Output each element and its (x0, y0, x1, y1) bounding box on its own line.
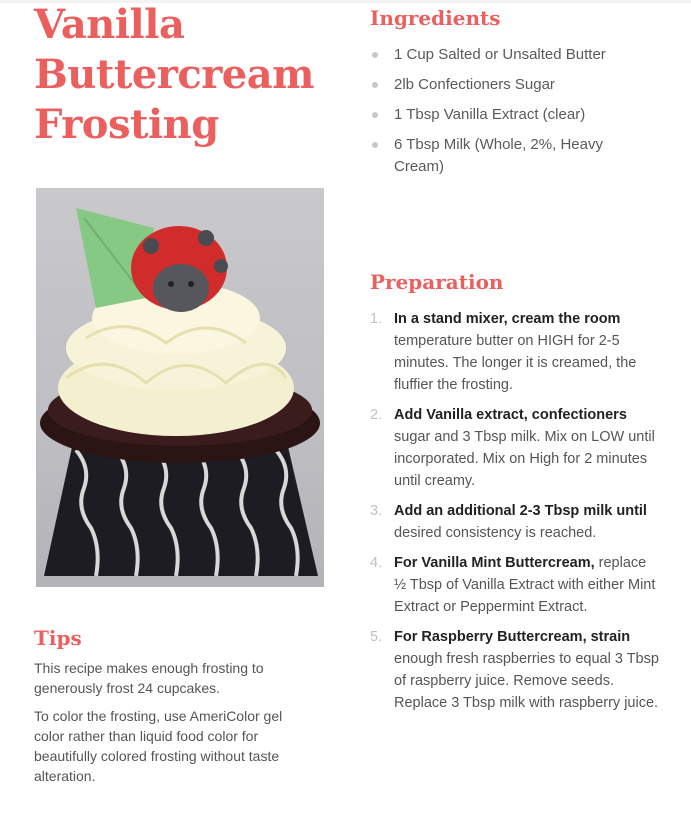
ingredients-list (370, 44, 650, 186)
title-line: Vanilla (34, 1, 185, 48)
step-lead: Add an additional 2-3 Tbsp milk until (394, 503, 647, 519)
preparation-heading: Preparation (370, 270, 504, 294)
step-number: 1. (370, 311, 383, 327)
ingredient-item (370, 104, 650, 126)
step-lead: Add Vanilla extract, confectioners (394, 407, 627, 423)
step-item (370, 500, 660, 544)
ingredient-text: 1 Tbsp Vanilla Extract (clear) (394, 106, 586, 123)
bullet-icon (372, 142, 378, 148)
ingredient-item (370, 134, 650, 178)
step-item (370, 404, 660, 492)
ingredient-text: 6 Tbsp Milk (Whole, 2%, Heavy Cream) (394, 136, 603, 175)
bullet-icon (372, 112, 378, 118)
step-text: desired consistency is reached. (394, 525, 597, 541)
cupcake-photo (36, 188, 324, 587)
step-text: sugar and 3 Tbsp milk. Mix on LOW until incorporated. Mix on High for 2 minutes until creamy. (394, 429, 655, 489)
step-item (370, 626, 660, 714)
tip-paragraph: To color the frosting, use AmeriColor gel color rather than liquid food color for beautifully colored frosting without taste alteration. (34, 708, 283, 784)
step-lead: For Raspberry Buttercream, strain (394, 629, 631, 645)
step-number: 5. (370, 629, 383, 645)
step-text: enough fresh raspberries to equal 3 Tbsp of raspberry juice. Remove seeds. Replace 3 Tbsp milk with raspberry juice. (394, 651, 659, 711)
step-item (370, 552, 660, 618)
ingredient-item (370, 44, 650, 66)
title-line: Frosting (34, 101, 219, 148)
step-lead: For Vanilla Mint Buttercream, (394, 555, 595, 571)
step-item (370, 308, 660, 396)
step-number: 3. (370, 503, 383, 519)
step-number: 2. (370, 407, 383, 423)
step-number: 4. (370, 555, 383, 571)
bullet-icon (372, 52, 378, 58)
step-lead: In a stand mixer, cream the room (394, 311, 621, 327)
tips-heading: Tips (34, 626, 82, 650)
title-line: Buttercream (34, 51, 314, 98)
cupcake-illustration (36, 188, 324, 587)
bullet-icon (372, 82, 378, 88)
step-text: temperature butter on HIGH for 2-5 minutes. The longer it is creamed, the fluffier the frosting. (394, 333, 637, 393)
ingredients-heading: Ingredients (370, 6, 501, 30)
ingredient-text: 2lb Confectioners Sugar (394, 76, 555, 93)
ingredient-item (370, 74, 650, 96)
ingredient-text: 1 Cup Salted or Unsalted Butter (394, 46, 606, 63)
tip-paragraph: This recipe makes enough frosting to generously frost 24 cupcakes. (34, 660, 264, 696)
preparation-steps (370, 308, 660, 722)
step-text: replace ½ Tbsp of Vanilla Extract with either Mint Extract or Peppermint Extract. (394, 555, 656, 615)
recipe-title (34, 0, 334, 150)
tips-content (34, 658, 314, 794)
